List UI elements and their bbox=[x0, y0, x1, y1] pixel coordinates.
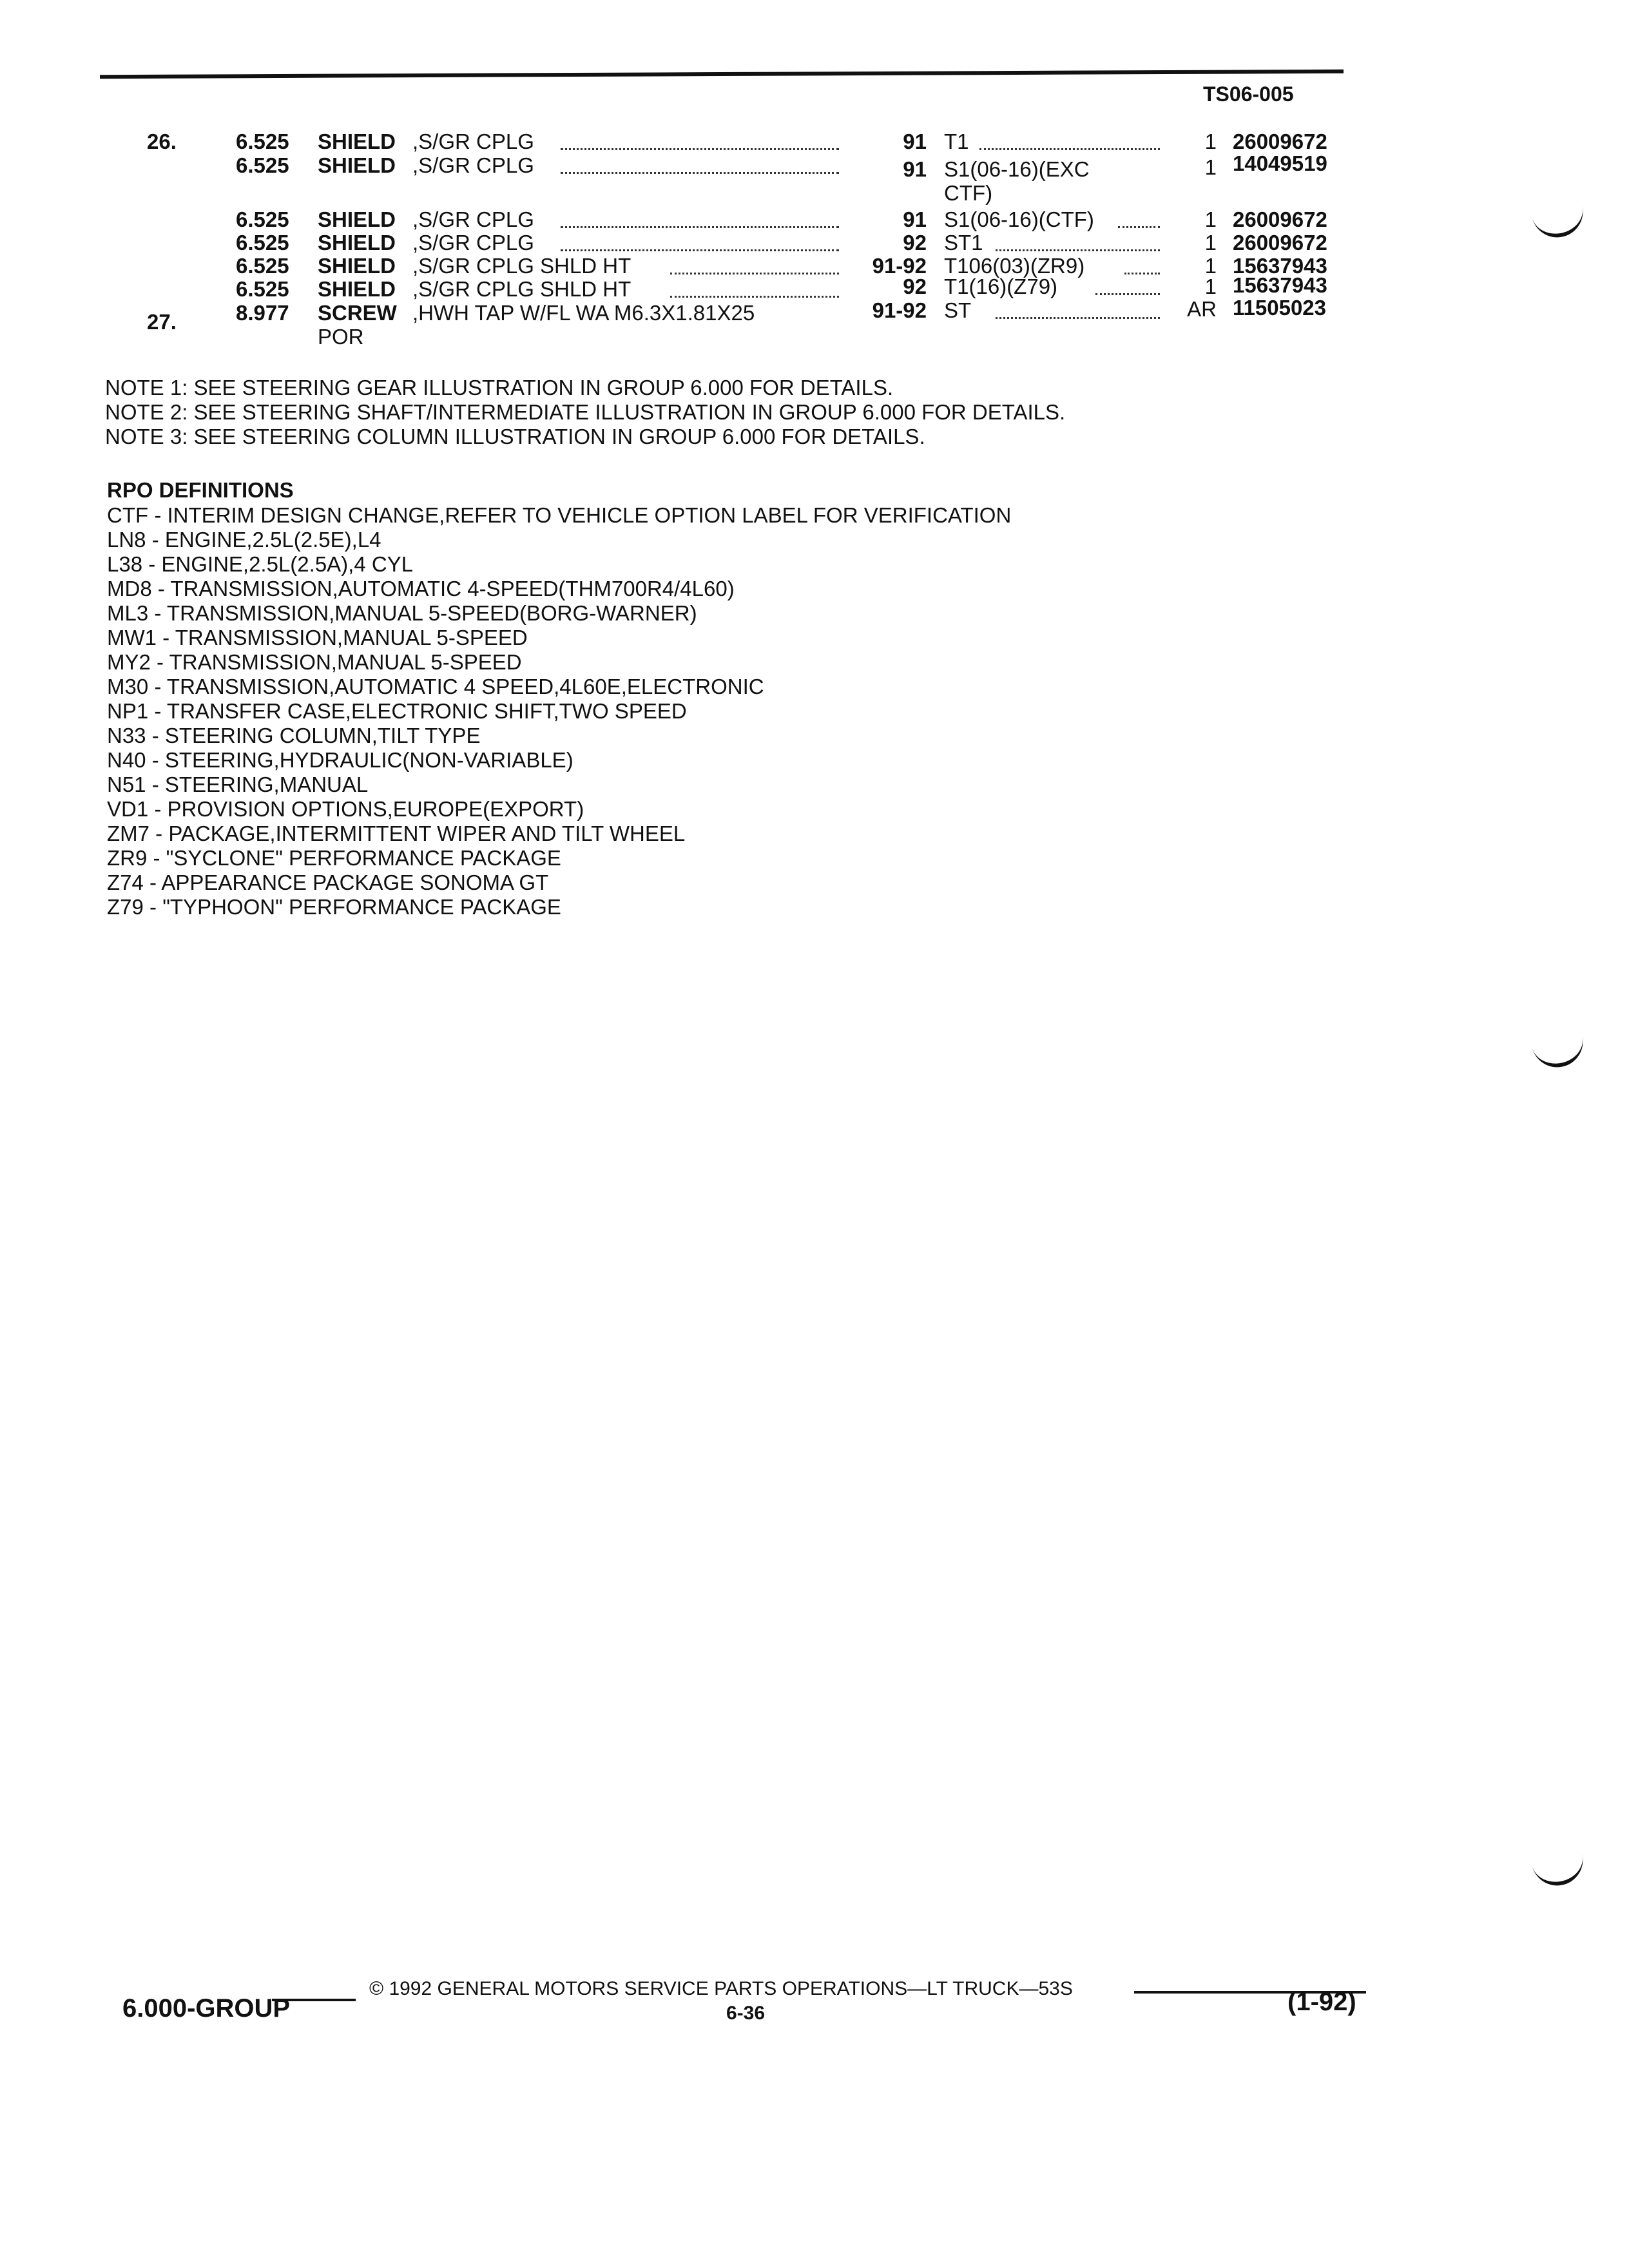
footer-group: 6.000-GROUP bbox=[122, 1994, 291, 2023]
quantity: 1 bbox=[1204, 155, 1217, 179]
table-row bbox=[0, 209, 1629, 231]
part-name: SHIELD bbox=[318, 207, 396, 231]
page-id: TS06-005 bbox=[1203, 82, 1294, 106]
quantity: 1 bbox=[1204, 130, 1217, 153]
part-number: 11505023 bbox=[1233, 296, 1327, 320]
leader-dots bbox=[1124, 273, 1160, 274]
table-row bbox=[0, 255, 1629, 277]
usage-code-continued: CTF) bbox=[944, 181, 993, 205]
quantity: AR bbox=[1187, 297, 1217, 321]
note-line: NOTE 2: SEE STEERING SHAFT/INTERMEDIATE ILLUSTRATION IN GROUP 6.000 FOR DETAILS. bbox=[105, 400, 1066, 424]
usage-code: T1(16)(Z79) bbox=[944, 274, 1058, 298]
part-description: ,S/GR CPLG SHLD HT bbox=[412, 277, 631, 301]
rpo-line: CTF - INTERIM DESIGN CHANGE,REFER TO VEHICLE OPTION LABEL FOR VERIFICATION bbox=[107, 503, 1012, 527]
table-row bbox=[0, 151, 1629, 205]
rpo-line: ZM7 - PACKAGE,INTERMITTENT WIPER AND TILT WHEEL bbox=[107, 822, 686, 845]
quantity: 1 bbox=[1204, 274, 1217, 298]
group-number: 8.977 bbox=[236, 301, 289, 325]
part-name: SHIELD bbox=[318, 254, 396, 278]
model-year: 91-92 bbox=[872, 254, 927, 278]
leader-dots bbox=[561, 226, 839, 228]
part-number: 26009672 bbox=[1233, 231, 1327, 255]
model-year: 91-92 bbox=[872, 298, 927, 322]
rpo-line: ML3 - TRANSMISSION,MANUAL 5-SPEED(BORG-WARNER) bbox=[107, 601, 697, 625]
footer-copyright: © 1992 GENERAL MOTORS SERVICE PARTS OPERATIONS—LT TRUCK—53S bbox=[369, 1978, 1073, 1999]
page-number: 6-36 bbox=[726, 2003, 766, 2024]
part-description: ,HWH TAP W/FL WA M6.3X1.81X25 bbox=[412, 301, 755, 325]
part-number: 15637943 bbox=[1233, 273, 1327, 297]
top-rule bbox=[100, 70, 1344, 79]
rpo-line: NP1 - TRANSFER CASE,ELECTRONIC SHIFT,TWO SPEED bbox=[107, 699, 687, 723]
group-number: 6.525 bbox=[236, 231, 289, 255]
part-description: ,S/GR CPLG bbox=[412, 153, 534, 177]
rpo-line: N33 - STEERING COLUMN,TILT TYPE bbox=[107, 724, 481, 747]
group-number: 6.525 bbox=[236, 254, 289, 278]
rpo-line: MW1 - TRANSMISSION,MANUAL 5-SPEED bbox=[107, 626, 528, 649]
rpo-line: L38 - ENGINE,2.5L(2.5A),4 CYL bbox=[107, 552, 414, 576]
item-number: 27. bbox=[147, 310, 177, 334]
leader-dots bbox=[1118, 226, 1160, 228]
model-year: 92 bbox=[903, 274, 927, 298]
punch-mark bbox=[1531, 1032, 1588, 1072]
leader-dots bbox=[561, 148, 839, 150]
group-number: 6.525 bbox=[236, 130, 289, 153]
table-row bbox=[0, 131, 1629, 153]
model-year: 92 bbox=[903, 231, 927, 255]
rpo-line: VD1 - PROVISION OPTIONS,EUROPE(EXPORT) bbox=[107, 797, 584, 821]
part-name: SHIELD bbox=[318, 153, 396, 177]
group-number: 6.525 bbox=[236, 277, 289, 301]
leader-dots bbox=[670, 273, 839, 274]
part-description: ,S/GR CPLG bbox=[412, 207, 534, 231]
model-year: 91 bbox=[903, 207, 927, 231]
part-description: ,S/GR CPLG bbox=[412, 231, 534, 255]
leader-dots bbox=[670, 296, 839, 298]
group-number: 6.525 bbox=[236, 207, 289, 231]
note-line: NOTE 3: SEE STEERING COLUMN ILLUSTRATION IN GROUP 6.000 FOR DETAILS. bbox=[105, 425, 925, 448]
item-number: 26. bbox=[147, 130, 177, 153]
usage-code: T106(03)(ZR9) bbox=[944, 254, 1085, 278]
part-name: SHIELD bbox=[318, 231, 396, 255]
part-description: ,S/GR CPLG SHLD HT bbox=[412, 254, 631, 278]
rpo-line: MD8 - TRANSMISSION,AUTOMATIC 4-SPEED(THM700R4/4L60) bbox=[107, 577, 735, 601]
rpo-line: Z74 - APPEARANCE PACKAGE SONOMA GT bbox=[107, 870, 549, 894]
rpo-line: N51 - STEERING,MANUAL bbox=[107, 773, 369, 796]
rpo-line: ZR9 - "SYCLONE" PERFORMANCE PACKAGE bbox=[107, 846, 561, 870]
usage-code: ST bbox=[944, 298, 972, 322]
leader-dots bbox=[1095, 293, 1160, 295]
part-number: 14049519 bbox=[1233, 151, 1327, 175]
part-name: SHIELD bbox=[318, 277, 396, 301]
rpo-line: LN8 - ENGINE,2.5L(2.5E),L4 bbox=[107, 528, 381, 552]
rpo-line: M30 - TRANSMISSION,AUTOMATIC 4 SPEED,4L60E,ELECTRONIC bbox=[107, 675, 764, 698]
part-name: SCREW bbox=[318, 301, 397, 325]
quantity: 1 bbox=[1204, 207, 1217, 231]
revision-date: (1-92) bbox=[1287, 1988, 1356, 2016]
leader-dots bbox=[561, 172, 839, 174]
quantity: 1 bbox=[1204, 231, 1217, 255]
part-number: 15637943 bbox=[1233, 254, 1327, 278]
table-row bbox=[0, 273, 1629, 301]
leader-dots bbox=[996, 249, 1160, 251]
rpo-line: N40 - STEERING,HYDRAULIC(NON-VARIABLE) bbox=[107, 748, 574, 772]
part-name: SHIELD bbox=[318, 130, 396, 153]
part-number: 26009672 bbox=[1233, 130, 1327, 153]
leader-dots bbox=[996, 317, 1160, 319]
part-description: ,S/GR CPLG bbox=[412, 130, 534, 153]
rpo-heading: RPO DEFINITIONS bbox=[107, 478, 294, 502]
group-number: 6.525 bbox=[236, 153, 289, 177]
part-number: 26009672 bbox=[1233, 207, 1327, 231]
part-description-continued: POR bbox=[318, 325, 364, 349]
usage-code: T1 bbox=[944, 130, 969, 153]
model-year: 91 bbox=[903, 157, 927, 181]
rpo-line: Z79 - "TYPHOON" PERFORMANCE PACKAGE bbox=[107, 895, 561, 919]
quantity: 1 bbox=[1204, 254, 1217, 278]
leader-dots bbox=[979, 148, 1160, 150]
table-row bbox=[0, 232, 1629, 254]
rpo-line: MY2 - TRANSMISSION,MANUAL 5-SPEED bbox=[107, 650, 522, 674]
punch-mark bbox=[1531, 1850, 1588, 1890]
usage-code: ST1 bbox=[944, 231, 983, 255]
note-line: NOTE 1: SEE STEERING GEAR ILLUSTRATION IN GROUP 6.000 FOR DETAILS. bbox=[105, 376, 894, 399]
usage-code: S1(06-16)(CTF) bbox=[944, 207, 1094, 231]
table-row bbox=[0, 296, 1629, 349]
usage-code: S1(06-16)(EXC bbox=[944, 157, 1090, 181]
model-year: 91 bbox=[903, 130, 927, 153]
leader-dots bbox=[561, 249, 839, 251]
